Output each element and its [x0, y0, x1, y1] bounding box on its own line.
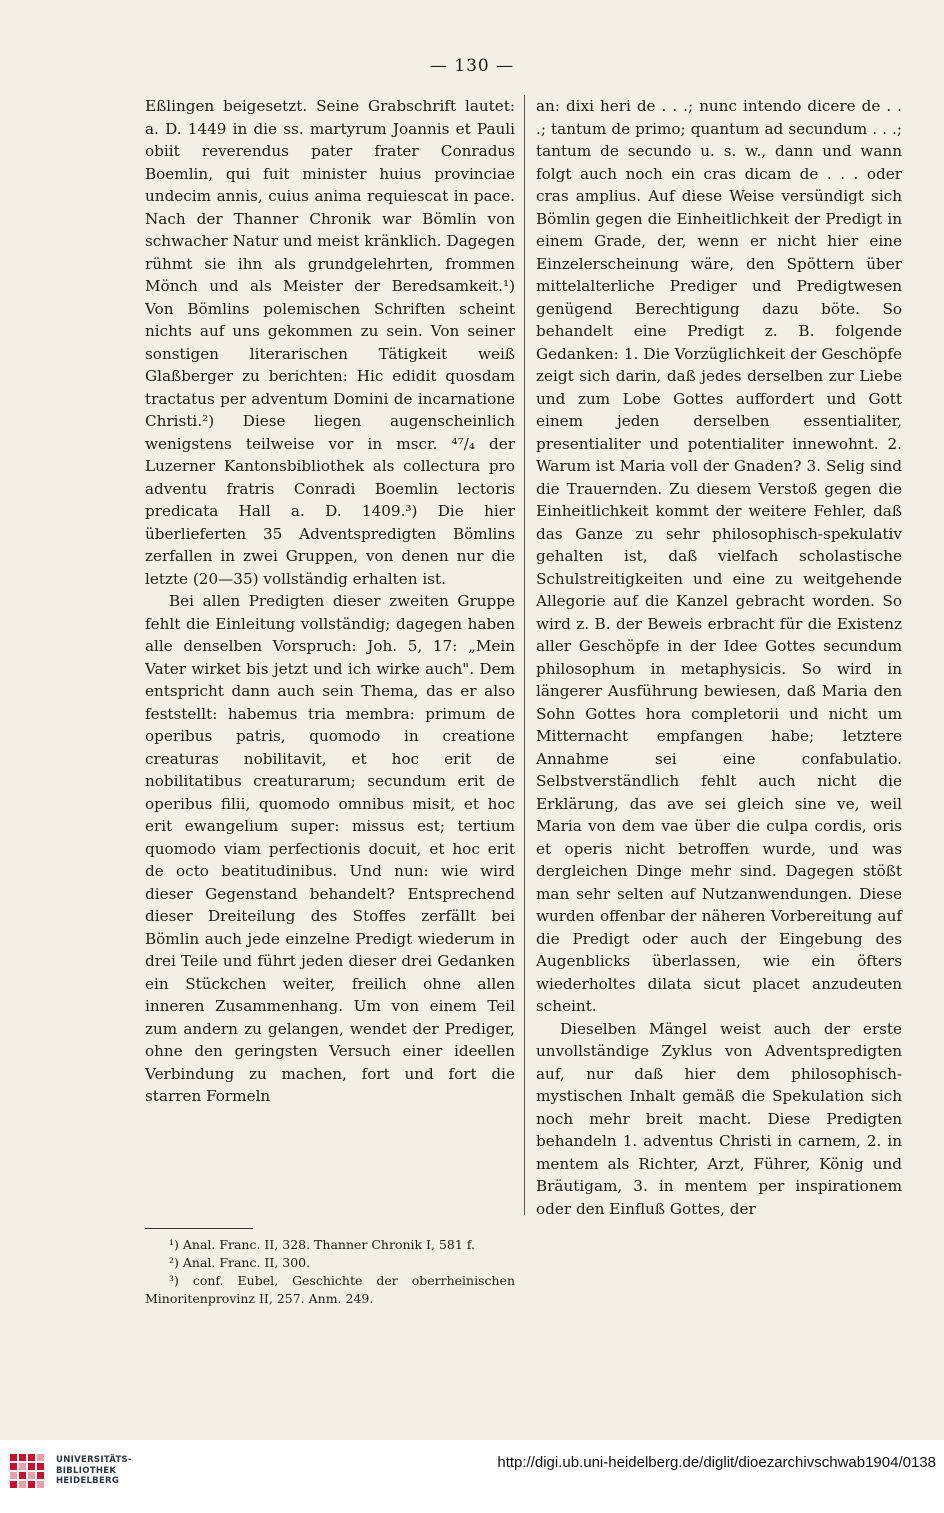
library-name-line-3: HEIDELBERG — [56, 1476, 120, 1487]
right-column — [536, 95, 902, 1220]
right-paragraph-1: an: dixi heri de . . .; nunc intendo dicere de . . .; tantum de primo; quantum ad secundum . . .; tantum de secundo u. s. w., dann und wann folgt auch noch ein cras dicam de . . . oder cras amplius. Auf diese Weise versündigt sich Bömlin gegen die Einheitlichkeit der Predigt in einem Grade, der, wenn er nicht hier eine Einzelerscheinung wäre, den Spöttern über mittelalterliche Prediger und Predigtwesen genügend Berechtigung dazu böte. So behandelt eine Predigt z. B. folgende Gedanken: 1. Die Vorzüglichkeit der Geschöpfe zeigt sich darin, daß jedes derselben zur Liebe und zum Lobe Gottes auffordert und Gott einem jeden derselben essentialiter, presentialiter und potentialiter innewohnt. 2. Warum ist Maria voll der Gnaden? 3. Selig sind die Trauernden. Zu diesem Verstoß gegen die Einheitlichkeit kommt der weitere Fehler, daß das Ganze zu sehr philosophisch-spekulativ gehalten ist, daß vielfach scholastische Schulstreitigkeiten und eine zu weitgehende Allegorie auf die Kanzel gebracht worden. So wird z. B. der Beweis erbracht für die Existenz aller Geschöpfe in der Idee Gottes secundum philosophum in metaphysicis. So wird in längerer Ausführung bewiesen, daß Maria den Sohn Gottes hora completorii und nicht um Mitternacht empfangen habe; letztere Annahme sei eine confabulatio. Selbstverständlich fehlt auch nicht die Erklärung, das ave sei gleich sine ve, weil Maria von dem vae über die culpa cordis, oris et operis nicht betroffen wurde, und was dergleichen Dinge mehr sind. Dagegen stößt man sehr selten auf Nutzanwendungen. Diese wurden offenbar der näheren Vorbereitung auf die Predigt oder auch der Eingebung des Augenblicks überlassen, wie ein öfters wiederholtes dilata sicut placet anzudeuten scheint. — [536, 97, 902, 1015]
footnotes — [145, 1236, 515, 1308]
right-paragraph-2: Dieselben Mängel weist auch der erste unvollständige Zyklus von Adventspredigten auf, nur daß hier dem philosophisch-mystischen Inhalt gemäß die Spekulation sich noch mehr breit macht. Diese Predigten behandeln 1. adventus Christi in carnem, 2. in mentem als Richter, Arzt, Führer, König und Bräutigam, 3. in mentem per inspirationem oder den Einfluß Gottes, der — [536, 1019, 902, 1218]
library-seal-icon — [6, 1450, 48, 1492]
source-url-link[interactable]: http://digi.ub.uni-heidelberg.de/diglit/dioezarchivschwab1904/0138 — [497, 1454, 936, 1471]
library-logo[interactable] — [6, 1450, 132, 1492]
footnote-1: ¹) Anal. Franc. II, 328. Thanner Chronik I, 581 f. — [169, 1237, 475, 1252]
footnote-3: ³) conf. Eubel, Geschichte der oberrheinischen Minoritenprovinz II, 257. Anm. 249. — [145, 1273, 515, 1306]
column-divider — [524, 95, 525, 1215]
library-name — [56, 1455, 132, 1487]
left-paragraph-1: Eßlingen beigesetzt. Seine Grabschrift lautet: a. D. 1449 in die ss. martyrum Joannis et Pauli obiit reverendus pater frater Conradus Boemlin, qui fuit minister huius provinciae undecim annis, cuius anima requiescat in pace. Nach der Thanner Chronik war Bömlin von schwacher Natur und meist kränklich. Dagegen rühmt sie ihn als grundgelehrten, frommen Mönch und als Meister der Beredsamkeit.¹) Von Bömlins polemischen Schriften scheint nichts auf uns gekommen zu sein. Von seiner sonstigen literarischen Tätigkeit weiß Glaßberger zu berichten: Hic edidit quosdam tractatus per adventum Domini de incarnatione Christi.²) Diese liegen augenscheinlich wenigstens teilweise vor in mscr. ⁴⁷/₄ der Luzerner Kantonsbibliothek als collectura pro adventu fratris Conradi Boemlin lectoris predicata Hall a. D. 1409.³) Die hier überlieferten 35 Adventspredigten Bömlins zerfallen in zwei Gruppen, von denen nur die letzte (20—35) vollständig erhalten ist. — [145, 97, 515, 588]
footnote-2: ²) Anal. Franc. II, 300. — [169, 1255, 311, 1270]
left-paragraph-2: Bei allen Predigten dieser zweiten Gruppe fehlt die Einleitung vollständig; dagegen haben alle denselben Vorspruch: Joh. 5, 17: „Mein Vater wirket bis jetzt und ich wirke auch". Dem entspricht dann auch sein Thema, das er also feststellt: habemus tria membra: primum de operibus patris, quomodo in creatione creaturas nobilitavit, et hoc erit de nobilitatibus creaturarum; secundum erit de operibus filii, quomodo omnibus misit, et hoc erit ewangelium super: missus est; tertium quomodo viam perfectionis docuit, et hoc erit de octo beatitudinibus. Und nun: wie wird dieser Gegenstand behandelt? Entsprechend dieser Dreiteilung des Stoffes zerfällt bei Bömlin auch jede einzelne Predigt wiederum in drei Teile und führt jeden dieser drei Gedanken ein Stückchen weiter, freilich ohne allen inneren Zusammenhang. Um von einem Teil zum andern zu gelangen, wendet der Prediger, ohne den geringsten Versuch einer ideellen Verbindung zu machen, fort und fort die starren Formeln — [145, 592, 515, 1105]
left-column — [145, 95, 515, 1108]
page-number: — 130 — — [429, 56, 515, 76]
footnote-rule — [145, 1228, 253, 1229]
footer-bar — [0, 1440, 944, 1513]
library-name-line-1: UNIVERSITÄTS- — [56, 1455, 132, 1466]
library-name-line-2: BIBLIOTHEK — [56, 1465, 117, 1476]
